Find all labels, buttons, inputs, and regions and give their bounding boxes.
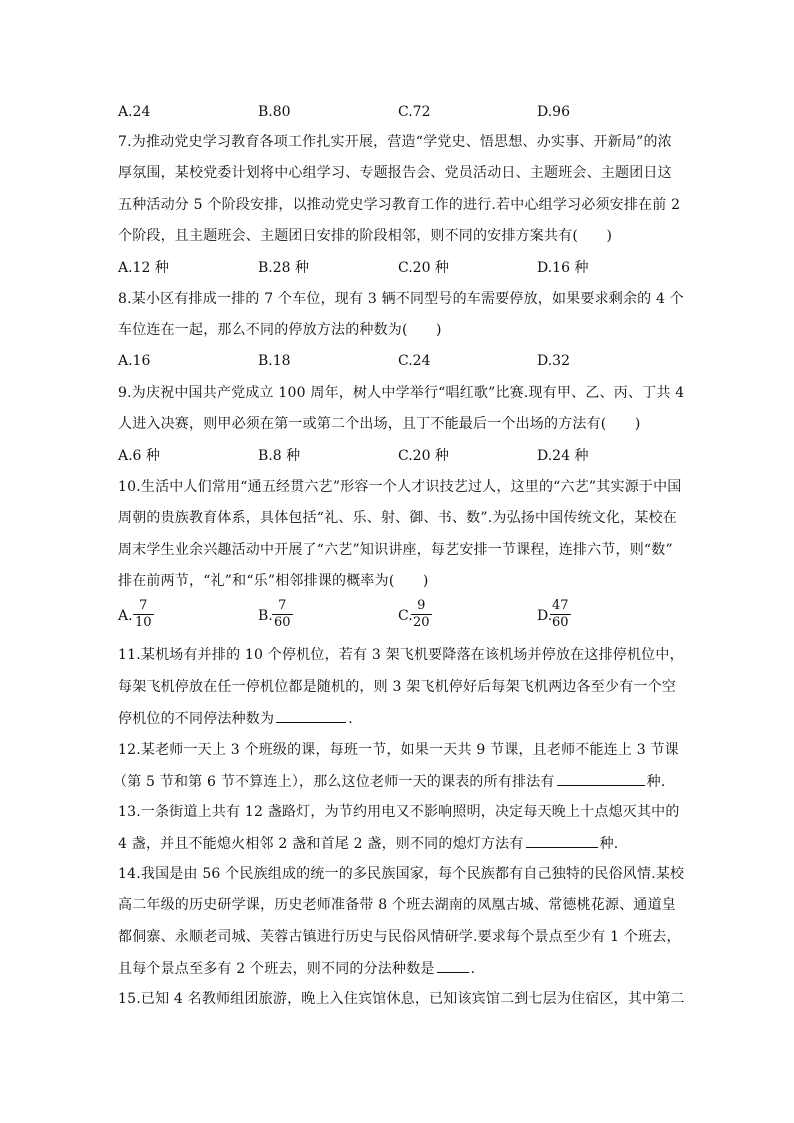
q14-line-4 bbox=[118, 958, 678, 979]
q14-line-2: 高二年级的历史研学课，历史老师准备带 8 个班去湖南的凤凰古城、常德桃花源、通道皇 bbox=[118, 897, 677, 913]
q9-line-2: 人进入决赛，则甲必须在第一或第二个出场，且丁不能最后一个出场的方法有( ) bbox=[118, 416, 641, 432]
q8-option-d: D.32 bbox=[537, 353, 570, 369]
q9-line-1: 9.为庆祝中国共产党成立 100 周年，树人中学举行“唱红歌”比赛.现有甲、乙、丙、丁共 4 bbox=[118, 385, 685, 401]
q14-line-4-tail: . bbox=[470, 961, 476, 977]
q9-option-b: B.8 种 bbox=[258, 448, 301, 464]
q14-line-3: 都侗寨、永顺老司城、芙蓉古镇进行历史与民俗风情研学.要求每个景点至少有 1 个班去， bbox=[118, 929, 681, 945]
q7-option-b: B.28 种 bbox=[258, 260, 310, 276]
q10-option-b-letter: B. bbox=[258, 608, 273, 624]
q12-line-2-text: （第 5 节和第 6 节不算连上），那么这位老师一天的课表的所有排法有 bbox=[113, 774, 555, 790]
q10-option-b-denominator: 60 bbox=[274, 615, 291, 630]
q8-line-2: 车位连在一起，那么不同的停放方法的种数为( ) bbox=[118, 322, 442, 338]
q13-line-2 bbox=[118, 833, 678, 854]
q8-option-b: B.18 bbox=[258, 353, 291, 369]
q13-line-1: 13.一条街道上共有 12 盏路灯，为节约用电又不影响照明，决定每天晚上十点熄灭其中的 bbox=[118, 804, 680, 820]
q10-option-a-fraction bbox=[133, 598, 154, 631]
q10-line-1: 10.生活中人们常用“通五经贯六艺”形容一个人才识技艺过人，这里的“六艺”其实源于中国 bbox=[118, 479, 682, 495]
q7-option-c: C.20 种 bbox=[398, 260, 449, 276]
q12-line-1: 12.某老师一天上 3 个班级的课，每班一节，如果一天共 9 节课，且老师不能连上 3 节课 bbox=[118, 742, 679, 758]
q14-line-4-text: 且每个景点至多有 2 个班去，则不同的分法种数是 bbox=[118, 961, 435, 977]
q8-line-1: 8.某小区有排成一排的 7 个车位，现有 3 辆不同型号的车需要停放，如果要求剩余的 4 个 bbox=[118, 291, 684, 307]
q9-option-a: A.6 种 bbox=[118, 448, 160, 464]
q14-line-1: 14.我国是由 56 个民族组成的统一的多民族国家，每个民族都有自己独特的民俗风情.某校 bbox=[118, 866, 685, 882]
q12-line-2-tail: 种. bbox=[646, 774, 666, 790]
q10-option-c-numerator: 9 bbox=[411, 598, 432, 615]
q7-option-d: D.16 种 bbox=[537, 260, 589, 276]
q10-option-c-denominator: 20 bbox=[413, 615, 430, 630]
q10-option-d-letter: D. bbox=[537, 608, 553, 624]
q8-option-a: A.16 bbox=[118, 353, 151, 369]
q11-line-3 bbox=[118, 708, 678, 729]
q7-line-4: 个阶段，且主题班会、主题团日安排的阶段相邻，则不同的安排方案共有( ) bbox=[118, 228, 613, 244]
q11-answer-blank bbox=[276, 708, 346, 723]
q10-line-2: 周朝的贵族教育体系，具体包括“礼、乐、射、御、书、数”.为弘扬中国传统文化，某校在 bbox=[118, 510, 677, 526]
q10-option-b-fraction bbox=[272, 598, 293, 631]
q13-answer-blank bbox=[526, 833, 598, 848]
q10-option-c-letter: C. bbox=[398, 608, 413, 624]
q12-line-2 bbox=[113, 771, 673, 792]
q10-option-b-numerator: 7 bbox=[272, 598, 293, 615]
q6-option-b: B.80 bbox=[258, 104, 291, 120]
q7-line-1: 7.为推动党史学习教育各项工作扎实开展，营造“学党史、悟思想、办实事、开新局”的浓 bbox=[118, 134, 672, 150]
q11-line-3-tail: . bbox=[348, 711, 353, 727]
q9-option-c: C.20 种 bbox=[398, 448, 449, 464]
q7-line-2: 厚氛围，某校党委计划将中心组学习、专题报告会、党员活动日、主题班会、主题团日这 bbox=[118, 165, 672, 181]
q12-answer-blank bbox=[557, 771, 645, 786]
q10-option-d-denominator: 60 bbox=[552, 615, 569, 630]
q6-option-d: D.96 bbox=[537, 104, 570, 120]
q7-line-3: 五种活动分 5 个阶段安排，以推动党史学习教育工作的进行.若中心组学习必须安排在前 2 bbox=[118, 197, 681, 213]
q9-option-d: D.24 种 bbox=[537, 448, 589, 464]
q7-option-a: A.12 种 bbox=[118, 260, 169, 276]
q10-option-d-fraction bbox=[550, 598, 571, 631]
q6-option-a: A.24 bbox=[118, 104, 151, 120]
q10-option-a-letter: A. bbox=[118, 608, 133, 624]
q11-line-1: 11.某机场有并排的 10 个停机位，若有 3 架飞机要降落在该机场并停放在这排停机位中， bbox=[118, 647, 684, 663]
q10-line-3: 周末学生业余兴趣活动中开展了“六艺”知识讲座，每艺安排一节课程，连排六节，则“数” bbox=[118, 542, 673, 558]
q8-option-c: C.24 bbox=[398, 353, 431, 369]
q13-line-2-text: 4 盏，并且不能熄火相邻 2 盏和首尾 2 盏，则不同的熄灯方法有 bbox=[118, 836, 524, 852]
q10-line-4: 排在前两节，“礼”和“乐”相邻排课的概率为( ) bbox=[118, 573, 429, 589]
q11-line-2: 每架飞机停放在任一停机位都是随机的，则 3 架飞机停好后每架飞机两边各至少有一个空 bbox=[118, 679, 677, 695]
q11-line-3-text: 停机位的不同停法种数为 bbox=[118, 711, 275, 727]
q10-option-a-denominator: 10 bbox=[135, 615, 152, 630]
q15-line-1: 15.已知 4 名教师组团旅游，晚上入住宾馆休息，已知该宾馆二到七层为住宿区，其中第二 bbox=[118, 991, 685, 1007]
q10-option-a-numerator: 7 bbox=[133, 598, 154, 615]
q14-answer-blank bbox=[437, 958, 469, 973]
q10-option-c-fraction bbox=[411, 598, 432, 631]
q13-line-2-tail: 种. bbox=[599, 836, 619, 852]
q10-option-d-numerator: 47 bbox=[552, 598, 569, 613]
q6-option-c: C.72 bbox=[398, 104, 431, 120]
